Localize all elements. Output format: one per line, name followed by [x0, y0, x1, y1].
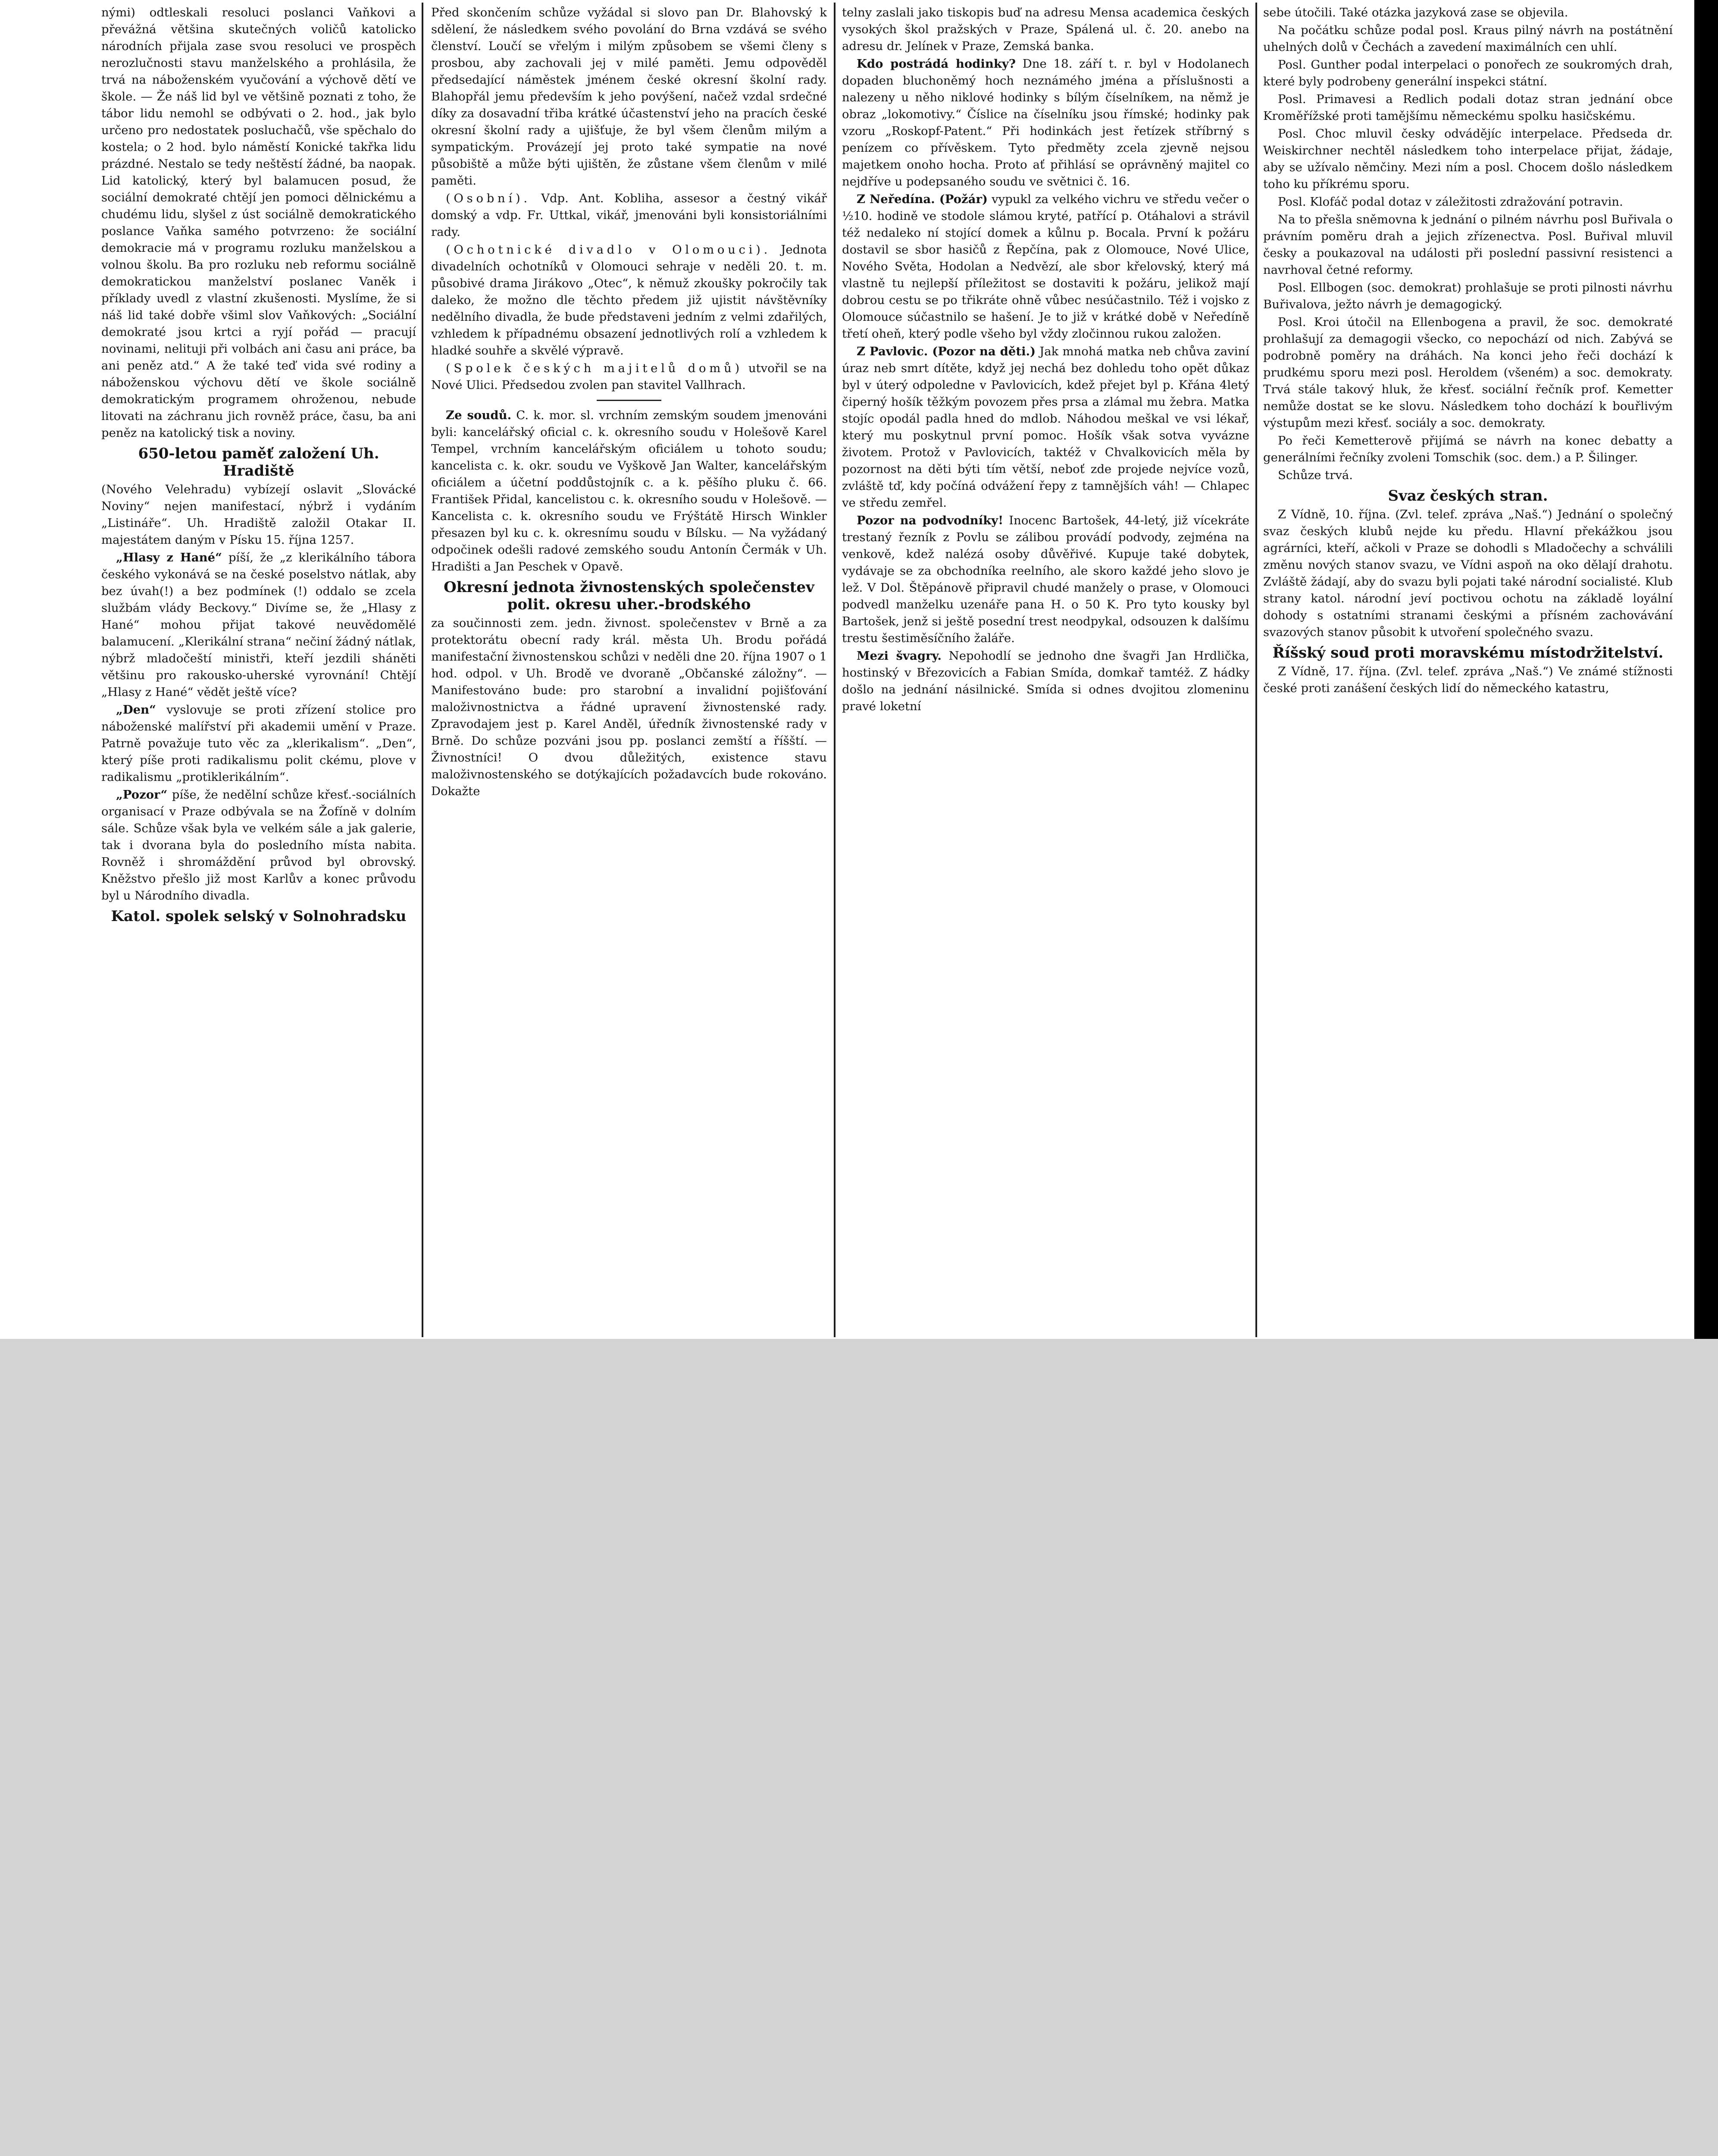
article-primavesi: Posl. Primavesi a Redlich podali dotaz stran jednání obce Kroměřížské proti tamějšímu německému spolku hasičskému.: [1263, 92, 1673, 123]
text-hodinky: Dne 18. září t. r. byl v Hodolanech dopaden bluchoněmý hoch neznámého jména a příslušnosti a nalezeny u něho niklové hodinky s bílým číselníkem, na němž je obraz „lokomotivy.“ Číslice na číselníku jsou římské; hodinky pak vzoru „Roskopf-Patent.“ Při hodinkách jest řetízek stříbrný s penízem co přívěskem. Tyto předměty zcela zjevně nejsou majetkem onoho hocha. Proto ať přihlásí se oprávněný majitel co nejdříve u podepsaného soudu ve světnici č. 16.: [842, 57, 1249, 188]
article-mensa: telny zaslali jako tiskopis buď na adresu Mensa academica českých vysokých škol pražských v Praze, Spálená ul. č. 20. anebo na adresu dr. Jelínek v Praze, Zemská banka.: [842, 6, 1249, 53]
article-ochotnicke-divadlo: [431, 241, 827, 359]
column-rule: [834, 3, 836, 1337]
article-jazykova-otazka: sebe útočili. Také otázka jazyková zase se objevila.: [1263, 6, 1568, 19]
article-choc: Posl. Choc mluvil česky odvádějíc interpelace. Předseda dr. Weiskirchner nechtěl následkem toho interpelace přijat, žádaje, aby se užívalo němčiny. Mezi ním a posl. Chocem došlo následkem toho ku příkrému sporu.: [1263, 127, 1673, 191]
headline-selsky-spolek: Katol. spolek selský v Solnohradsku: [111, 908, 407, 925]
text-svagri: Nepohodlí se jednoho dne švagři Jan Hrdlička, hostinský v Březovicích a Fabian Smída, domkař tamtéž. Z hádky došlo na jednání násilnické. Smída si odnes dvojitou zlomeninu pravé loketní: [842, 649, 1249, 713]
text-osobni: Vdp. Ant. Kobliha, assesor a čestný vikář domský a vdp. Fr. Uttkal, vikář, jmenováni byli konsistoriálními rady.: [431, 191, 827, 239]
section-divider: [597, 400, 661, 401]
column-4: [1263, 4, 1673, 1337]
column-rule: [1255, 3, 1257, 1337]
article-okresni-jednota: za součinnosti zem. jedn. živnost. společenstev v Brně a za protektorátu obecní rady král. města Uh. Brodu pořádá manifestační živnostenskou schůzi v neděli dne 20. října 1907 o 1 hod. odpol. v Uh. Brodě ve dvoraně „Občanské záložny“. — Manifestováno bude: pro starobní a invalidní pojišťování maloživnostnictva a řádné upravení živnostenské rady. Zpravodajem jest p. Karel Anděl, úředník živnostenské rady v Brně. Do schůze pozváni jsou pp. poslanci zemští a říšští. — Živnostníci! O dvou důležitých, existence stavu maloživnostenského se dotýkajících požadavcích bude rokováno. Dokažte: [431, 616, 827, 798]
lead-neredin: Z Neředína. (Požár): [857, 192, 988, 206]
headline-svaz-ceskych-stran: Svaz českých stran.: [1388, 487, 1548, 505]
empty-scan-area: [0, 1339, 1718, 2156]
text-spolek-majitelu: utvořil se na Nové Ulici. Předsedou zvolen pan stavitel Vallhrach.: [431, 361, 827, 392]
headline-okresni-jednota: Okresní jednota živnostenských společenstev polit. okresu uher.-brodského: [444, 579, 814, 613]
text-den: vyslovuje se proti zřízení stolice pro náboženské malířství při akademii umění v Praze. Patrně považuje tuto věc za „klerikalism“. „Den“, který píše proti radikalismu polit ckému, plove v radikalismu „protiklerikálním“.: [101, 703, 416, 784]
article-burival: Na to přešla sněmovna k jednání o pilném návrhu posl Buřivala o právním poměru drah a jejich zřízenectva. Posl. Buřival mluvil česky a poukazoval na události při poslední passivní resistenci a navrhoval četné reformy.: [1263, 213, 1673, 277]
lead-hlasy-z-hane: „Hlasy z Hané“: [116, 551, 222, 564]
article-osobni: [431, 190, 827, 241]
article-blahovsky: Před skončením schůze vyžádal si slovo pan Dr. Blahovský k sdělení, že následkem svého povolání do Brna vzdává se svého členství. Loučí se vřelým i milým způsobem se všemi členy s prosbou, aby zachovali jej v milé paměti. Jemu odpověděl předsedající náměstek jménem české okresní školní rady. Blahopřál jemu především k jeho povýšení, načež vzdal srdečné díky za dosavadní třiba krátké účastenství jeho na pracích české okresní školní rady a ujišťuje, že byl všem členům milým a sympatickým. Provázejí jej proto také sympatie na nové působiště a může býti ujištěn, že zůstane všem členům v milé paměti.: [431, 6, 827, 188]
article-ellbogen: Posl. Ellbogen (soc. demokrat) prohlašuje se proti pilnosti návrhu Buřivalova, ježto návrh je demagogický.: [1263, 281, 1673, 311]
article-kroi: Posl. Kroi útočil na Ellenbogena a pravil, že soc. demokraté prohlašují za demagogii všecko, co nepochází od nich. Zabývá se podrobně poměry na dráhách. Na konci jeho řeči dochází k prudkému sporu mezi posl. Heroldem (všeném) a soc. demokraty. Trvá stále takový hluk, že křesť. sociální řečník prof. Kemetter nemůže dostat se ke slovu. Následkem toho dochází k bouřlivým výstupům mezi křesť. sociály a soc. demokraty.: [1263, 315, 1673, 430]
text-hlasy-z-hane: píší, že „z klerikálního tábora českého vykonává se na české poselstvo nátlak, aby bez úvah(!) a bez podmínek (!) oddalo se zcela službám vlády Beckovy.“ Divíme se, že „Hlasy z Hané“ mohou přijat takové neuvědomělé balamucení. „Klerikální strana“ nečiní žádný nátlak, nýbrž mladočeští ministři, kteří jezdili sháněti většinu pro rakousko-uherské vyrovnání! Chtějí „Hlasy z Hané“ vědět ještě více?: [101, 551, 416, 699]
lead-pozor: „Pozor“: [116, 788, 168, 802]
article-risky-soud: Z Vídně, 17. října. (Zvl. telef. zpráva „Naš.“) Ve známé stížnosti české proti zanášení českých lidí do německého katastru,: [1263, 664, 1673, 695]
text-pavlovice: Jak mnohá matka neb chůva zaviní úraz neb smrt dítěte, když jej nechá bez dohledu toho opět důkaz byl v úterý odpoledne v Pavlovicích, kdež přejet byl p. Křána 4letý čiperný hošík těžkým povozem přes prsa a zlámal mu žebra. Matka stojíc opodál padla hned do mdlob. Náhodou meškal ve vsi lékař, který mu poskytnul první pomoc. Hošík však sotva vyvázne životem. Protož v Pavlovicích, taktéž v Chvalkovicích měla by pozornost na děti býti tím větší, neboť zde projede nejvíce vozů, zvláště tď, kdy počíná odvážení řepy z tamnějších váh! — Chlapec ve středu zemřel.: [842, 345, 1249, 510]
article-klofac: Posl. Klofáč podal dotaz v záležitosti zdražování potravin.: [1278, 195, 1623, 209]
article-schuze-trva: Schůze trvá.: [1278, 468, 1353, 482]
article-vanek-resolution: nými) odtleskali resoluci poslanci Vaňkovi a převážná většina skutečných voličů katolicko národních přijala zase svou resoluci ve prospěch nerozlučnosti stavu manželského a prohlásila, že trvá na náboženském vyučování a výchově dětí ve škole. — Že náš lid byl ve většině poznati z toho, že tábor lidu nemohl se odbývati o 2. hod., jak bylo určeno pro nedostatek posluchačů, vše spěchalo do kostela; o 2 hod. bylo náměstí Konické takřka lidu prázdné. Nestalo se tedy neštěstí žádné, ba naopak. Lid katolický, který byl balamucen posud, že sociální demokraté chtějí jen pomoci dělnickému a chudému lidu, slyšel z úst sociálně demokratického poslance Vaňka samého potvrzeno: že sociální demokracie má v programu rozluku manželskou a volnou školu. Ba pro rozluku neb reformu sociálně demokratickou manželství poslanec Vaněk i příklady uvedl z vlastní zkušenosti. Myslíme, že si náš lid také dobře všiml slov Vaňkových: „Sociální demokraté jsou krtci a ryjí pořád — pracují novinami, nelituji při volbách ani času ani práce, ba ani peněz atd.“ A že také teď vida své rodiny a náboženskou výchovu dětí ve škole sociálně demokratickým programem ohroženou, nebude litovati na záchranu jich rovněž práce, času, ba ani peněz na katolický tisk a noviny.: [101, 6, 416, 440]
article-kraus: Na počátku schůze podal posl. Kraus pilný návrh na postátnění uhelných dolů v Čechách a zavedení maximálních cen uhlí.: [1263, 23, 1673, 54]
column-3: [842, 4, 1249, 1337]
column-2: [431, 4, 827, 1337]
article-hlasy-z-hane: [101, 549, 416, 701]
text-podvodnici: Inocenc Bartošek, 44-letý, již vícekráte trestaný řezník z Povlu se zálibou provádí podvody, zejména na venkově, kdež nalézá osoby důvěřivé. Kupuje také dobytek, vydávaje se za obchodníka reelního, ale skoro každé jeho slovo je lež. V Dol. Štěpánově připravil chudé manžely o prase, v Olomouci podvedl manželku uzenáře pana H. o 50 K. Pro tyto kousky byl Bartošek, jenž si ještě posední trest neodpykal, odsouzen k dalšímu trestu šestiměsíčního žaláře.: [842, 514, 1249, 645]
column-rule: [422, 3, 423, 1337]
lead-spolek-majitelu: (Spolek českých majitelů domů): [446, 361, 743, 375]
article-svaz-ceskych-stran: Z Vídně, 10. října. (Zvl. telef. zpráva „Naš.“) Jednání o společný svaz českých klubů nejde ku předu. Hlavní překážkou jsou agrárníci, kteří, ačkoli v Praze se dohodli s Mladočechy a schválili změnu nových stanov svazu, ve Vídni aspoň na oko dělají drahotu. Zvláště žádají, aby do svazu byli pojati také národní socialisté. Klub strany katol. národní jeví poctivou ochotu na základě loyální dohody s ostatními stranami českými a přísném zachovávání svazových stanov působit k utvoření společného svazu.: [1263, 508, 1673, 639]
article-uh-hradiste: (Nového Velehradu) vybízejí oslavit „Slovácké Noviny“ nejen manifestací, nýbrž i vydáním „Listináře“. Uh. Hradiště založil Otakar II. majestátem daným v Písku 15. října 1257.: [101, 483, 416, 547]
article-pozor: [101, 787, 416, 904]
article-kemetter: Po řeči Kemetterově přijímá se návrh na konec debatty a generálními řečníky zvoleni Tomschik (soc. dem.) a P. Šilinger.: [1263, 434, 1673, 464]
lead-ze-soudu: Ze soudů.: [446, 408, 512, 422]
lead-ochotnicke-divadlo: (Ochotnické divadlo v Olomouci).: [446, 243, 771, 257]
headline-uh-hradiste: 650-letou paměť založení Uh. Hradiště: [138, 445, 379, 479]
headline-risky-soud: Říšský soud proti moravskému místodržitelství.: [1272, 644, 1664, 661]
lead-osobni: (Osobní).: [446, 191, 531, 205]
article-podvodnici: [842, 512, 1249, 647]
scan-edge: [1694, 0, 1718, 1339]
column-1: [101, 4, 416, 1337]
text-ze-soudu: C. k. mor. sl. vrchním zemským soudem jmenováni byli: kancelářský oficial c. k. okresního soudu v Holešově Karel Tempel, vrchním kancelářským oficiálem u tohoto soudu; kancelista c. k. okr. soudu ve Vyškově Jan Walter, kancelářským oficiálem a účetní poddůstojník c. a k. pěšího pluku č. 66. František Přidal, kancelistou c. k. okresního soudu v Holešově. — Kancelista c. k. okresního soudu ve Frýštátě Hirsch Winkler přesazen byl ku c. k. okresnímu soudu v Bílsku. — Na vyžádaný odpočinek odešli radové zemského soudu Antonín Čermák v Uh. Hradišti a Jan Peschek v Opavě.: [431, 408, 827, 573]
article-svagri: [842, 648, 1249, 715]
lead-podvodnici: Pozor na podvodníky!: [857, 514, 1004, 527]
lead-hodinky: Kdo postrádá hodinky?: [857, 57, 1016, 71]
lead-svagri: Mezi švagry.: [857, 649, 942, 663]
text-pozor: píše, že nedělní schůze křesť.-sociálních organisací v Praze odbývala se na Žofíně v dolním sále. Schůze však byla ve velkém sále a jak galerie, tak i dvorana byla do posledního místa nabita. Rovněž i shromáždění průvod byl obrovský. Kněžstvo přešlo již most Karlův a konec průvodu byl u Národního divadla.: [101, 788, 416, 903]
article-gunther: Posl. Gunther podal interpelaci o ponořech ze soukromých drah, které byly podrobeny generální inspekci státní.: [1263, 58, 1673, 88]
article-neredin: [842, 191, 1249, 342]
text-neredin: vypukl za velkého vichru ve středu večer o ½10. hodině ve stodole slámou kryté, patřící p. Otáhalovi a strávil též nedaleko ní stojící domek a kůlnu p. Bocala. První k požáru dostavil se sbor hasičů z Řepčína, pak z Olomouce, Nové Ulice, Nového Světa, Hodolan a Nedvězí, ale sbor křelovský, který má vlastně tu nejlepší příležitost se dostaviti k požáru, jelikož mají dobrou cestu se po třikráte ohně vůbec nesúčastnilo. Též i vojsko z Olomouce súčastnilo se hašení. Je to již v krátké době v Neředíně třetí oheň, který podle všeho byl vždy zločinnou rukou založen.: [842, 192, 1249, 341]
article-pavlovice: [842, 343, 1249, 511]
article-hodinky: [842, 56, 1249, 190]
article-den: [101, 702, 416, 786]
article-ze-soudu: [431, 407, 827, 575]
text-ochotnicke-divadlo: Jednota divadelních ochotníků v Olomouci sehraje v neděli 20. t. m. působivé drama Jirákovo „Otec“, k němuž zkoušky pokročily tak daleko, že možno dle těchto předem již ujistit návštěvníky nedělního divadla, že bude představeni jedním z velmi zdařilých, vzhledem k případnému obsazení jednotlivých rolí a vzhledem k hladké souhře a skvělé výpravě.: [431, 243, 827, 357]
lead-den: „Den“: [116, 703, 156, 717]
lead-pavlovice: Z Pavlovic. (Pozor na děti.): [857, 345, 1036, 358]
article-spolek-majitelu: [431, 360, 827, 394]
